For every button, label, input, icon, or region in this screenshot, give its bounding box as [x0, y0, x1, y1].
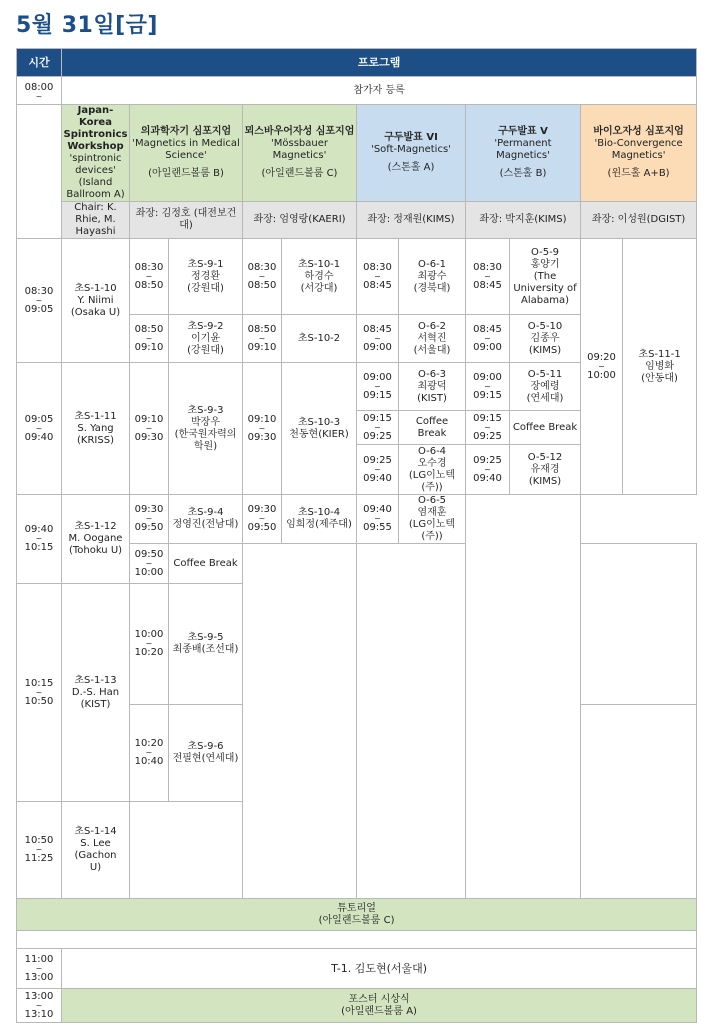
talk-cell: O-5-11 장예령 (연세대)	[510, 363, 581, 411]
time-cell: 08:30 ~ 08:50	[130, 239, 169, 315]
session-header-6: 바이오자성 심포지엄 'Bio-Convergence Magnetics' (윈드홀 A+B)	[581, 105, 697, 202]
tutorial-bar: 튜토리얼 (아일랜드볼룸 C)	[17, 899, 697, 931]
chair-6: 좌장: 이성원(DGIST)	[581, 202, 697, 239]
talk-cell: O-5-12 유재경 (KIMS)	[510, 445, 581, 495]
time-cell: 13:00 ~ 13:10	[17, 989, 62, 1023]
talk-cell: O-6-1 최광수 (경북대)	[399, 239, 466, 315]
time-cell: 10:50 ~ 11:25	[17, 802, 62, 899]
talk-cell: 초S-10-2	[282, 315, 357, 363]
talk-cell: 초S-10-4 임희정(제주대)	[282, 495, 357, 544]
schedule-table	[16, 48, 697, 1023]
talk-cell: O-6-3 최광덕 (KIST)	[399, 363, 466, 411]
talk-cell: 초S-9-3 박장우 (한국원자력의학원)	[169, 363, 243, 495]
talk-cell: 초S-9-5 최종배(조선대)	[169, 584, 243, 705]
t1-label: T-1. 김도현(서울대)	[62, 949, 697, 989]
time-cell: 08:30 ~ 09:05	[17, 239, 62, 363]
talk-cell: O-6-5 염재훈 (LG이노텍(주))	[399, 495, 466, 544]
registration-time: 08:00 ~	[17, 77, 62, 105]
talk-cell: 초S-9-6 전필현(연세대)	[169, 705, 243, 802]
time-cell: 09:25 ~ 09:40	[466, 445, 510, 495]
coffee-break: Coffee Break	[169, 544, 243, 584]
time-cell: 09:25 ~ 09:40	[357, 445, 399, 495]
poster-bar: 포스터 시상식 (아일랜드볼룸 A)	[62, 989, 697, 1023]
session-header-3: 뫼스바우어자성 심포지엄 'Mössbauer Magnetics' (아일랜드볼룸 C)	[243, 105, 357, 202]
talk-cell: O-6-2 서혁진 (서울대)	[399, 315, 466, 363]
coffee-break: Coffee Break	[399, 411, 466, 445]
time-cell: 09:10 ~ 09:30	[130, 363, 169, 495]
chair-4: 좌장: 정재원(KIMS)	[357, 202, 466, 239]
talk-cell: O-5-9 홍양기 (The University of Alabama)	[510, 239, 581, 315]
talk-cell: 초S-1-13 D.-S. Han (KIST)	[62, 584, 130, 802]
time-cell: 10:20 ~ 10:40	[130, 705, 169, 802]
talk-cell: O-5-10 김종우 (KIMS)	[510, 315, 581, 363]
chair-1: Chair: K. Rhie, M. Hayashi	[62, 202, 130, 239]
page-title: 5월 31일[금]	[16, 13, 158, 38]
session-header-2: 의과학자기 심포지엄 'Magnetics in Medical Science' (아일랜드볼룸 B)	[130, 105, 243, 202]
time-cell: 08:45 ~ 09:00	[357, 315, 399, 363]
talk-cell: 초S-10-3 천동현(KIER)	[282, 363, 357, 495]
talk-cell: 초S-9-4 정영진(전남대)	[169, 495, 243, 544]
talk-cell: 초S-1-11 S. Yang (KRISS)	[62, 363, 130, 495]
time-cell: 09:30 ~ 09:50	[243, 495, 282, 544]
time-cell: 08:50 ~ 09:10	[243, 315, 282, 363]
talk-cell: 초S-9-1 정경환 (강원대)	[169, 239, 243, 315]
talk-cell: 초S-9-2 이기윤 (강원대)	[169, 315, 243, 363]
session-header-5: 구두발표 V 'Permanent Magnetics' (스톤홀 B)	[466, 105, 581, 202]
time-cell: 09:00 ~ 09:15	[357, 363, 399, 411]
session-header-4: 구두발표 VI 'Soft-Magnetics' (스톤홀 A)	[357, 105, 466, 202]
time-cell: 10:15 ~ 10:50	[17, 584, 62, 802]
talk-cell: 초S-1-12 M. Oogane (Tohoku U)	[62, 495, 130, 584]
time-cell: 09:00 ~ 09:15	[466, 363, 510, 411]
time-cell: 08:45 ~ 09:00	[466, 315, 510, 363]
time-cell: 09:10 ~ 09:30	[243, 363, 282, 495]
time-cell: 09:05 ~ 09:40	[17, 363, 62, 495]
time-cell: 10:00 ~ 10:20	[130, 584, 169, 705]
time-cell: 09:30 ~ 09:50	[130, 495, 169, 544]
time-cell: 09:50 ~ 10:00	[130, 544, 169, 584]
header-time: 시간	[17, 49, 62, 77]
coffee-break: Coffee Break	[510, 411, 581, 445]
time-cell: 09:20 ~ 10:00	[581, 239, 623, 495]
header-program: 프로그램	[62, 49, 697, 77]
time-cell: 08:30 ~ 08:50	[243, 239, 282, 315]
talk-cell: 초S-1-10 Y. Niimi (Osaka U)	[62, 239, 130, 363]
talk-cell: 초S-11-1 임병화 (안동대)	[623, 239, 697, 495]
time-cell: 11:00 ~ 13:00	[17, 949, 62, 989]
chair-5: 좌장: 박지훈(KIMS)	[466, 202, 581, 239]
session-header-1: Japan-Korea Spintronics Workshop 'spintronic devices' (Island Ballroom A)	[62, 105, 130, 202]
talk-cell: O-6-4 오수경 (LG이노텍(주))	[399, 445, 466, 495]
time-cell: 08:30 ~ 08:45	[466, 239, 510, 315]
time-cell: 09:15 ~ 09:25	[357, 411, 399, 445]
time-cell: 09:40 ~ 09:55	[357, 495, 399, 544]
talk-cell: 초S-1-14 S. Lee (Gachon U)	[62, 802, 130, 899]
time-cell: 08:30 ~ 08:45	[357, 239, 399, 315]
chair-3: 좌장: 엄영랑(KAERI)	[243, 202, 357, 239]
registration-label: 참가자 등록	[62, 77, 697, 105]
time-cell: 09:15 ~ 09:25	[466, 411, 510, 445]
time-cell: 09:40 ~ 10:15	[17, 495, 62, 584]
talk-cell: 초S-10-1 하경수 (서강대)	[282, 239, 357, 315]
time-cell: 08:50 ~ 09:10	[130, 315, 169, 363]
chair-2: 좌장: 김정호 (대전보건대)	[130, 202, 243, 239]
